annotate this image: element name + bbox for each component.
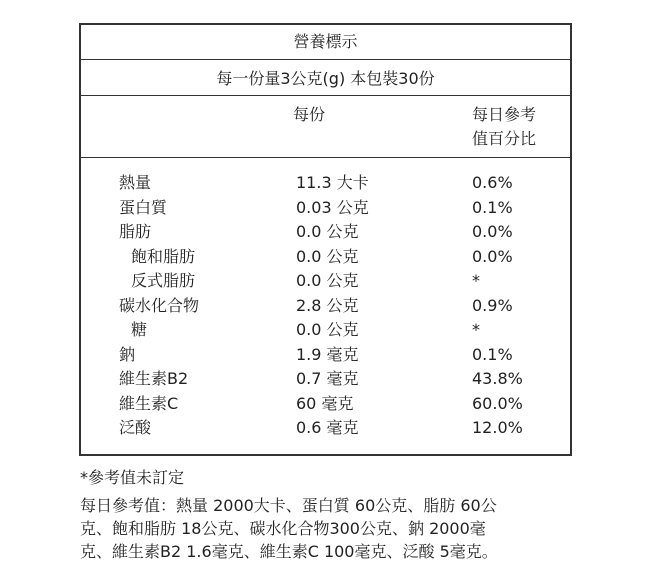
nutrient-daily-value: * [472,320,480,339]
nutrient-name: 飽和脂肪 [131,246,196,266]
nutrient-row [81,171,570,196]
nutrient-name: 維生素B2 [119,369,189,388]
column-header-daily-value-line2: 值百分比 [472,129,537,148]
nutrient-amount: 0.6 毫克 [296,418,359,437]
nutrient-daily-value: 0.0% [472,222,513,241]
daily-reference-note [80,494,580,563]
nutrient-daily-value: 0.0% [472,246,513,266]
nutrient-row [81,245,570,270]
nutrient-name: 反式脂肪 [131,271,196,290]
nutrient-amount: 0.03 公克 [296,197,369,217]
nutrient-daily-value: 0.9% [472,295,513,315]
nutrient-row [81,294,570,319]
nutrient-name: 泛酸 [119,418,152,437]
nutrient-row [81,196,570,221]
nutrient-daily-value: 0.1% [472,344,513,364]
daily-reference-line: 每日參考值：熱量 2000大卡、蛋白質 60公克、脂肪 60公 [80,496,497,515]
column-header-per-serving: 每份 [293,105,326,124]
nutrient-amount: 11.3 大卡 [296,173,369,192]
nutrient-row [81,416,570,441]
nutrient-daily-value: 12.0% [472,418,523,437]
nutrient-amount: 2.8 公克 [296,295,359,315]
nutrient-name: 糖 [131,320,148,339]
divider-header [81,157,570,158]
nutrient-daily-value: 0.6% [472,173,513,192]
daily-reference-line: 克、飽和脂肪 18公克、碳水化合物300公克、鈉 2000毫 [80,519,486,538]
nutrient-name: 碳水化合物 [119,295,200,315]
nutrient-name: 脂肪 [119,222,152,241]
nutrient-amount: 60 毫克 [296,393,354,413]
nutrient-row [81,343,570,368]
nutrient-amount: 0.0 公克 [296,246,359,266]
serving-info: 每一份量3公克(g) 本包裝30份 [216,69,435,88]
nutrient-row [81,392,570,417]
divider-serving [81,95,570,96]
nutrient-daily-value: 43.8% [472,369,523,388]
nutrient-name: 鈉 [119,344,136,364]
nutrient-row [81,220,570,245]
column-header-daily-value [472,103,562,151]
nutrient-amount: 0.0 公克 [296,271,359,290]
nutrient-amount: 0.0 公克 [296,320,359,339]
footnotes [80,466,580,563]
nutrient-name: 熱量 [119,173,152,192]
nutrient-row [81,269,570,294]
asterisk-note: *參考值未訂定 [80,468,185,487]
nutrient-name: 維生素C [119,393,179,413]
nutrient-amount: 0.0 公克 [296,222,359,241]
nutrient-list [81,171,570,441]
nutrient-amount: 0.7 毫克 [296,369,359,388]
nutrient-amount: 1.9 毫克 [296,344,359,364]
daily-reference-line: 克、維生素B2 1.6毫克、維生素C 100毫克、泛酸 5毫克。 [80,542,498,561]
nutrient-row [81,367,570,392]
nutrient-daily-value: 0.1% [472,197,513,217]
nutrient-daily-value: 60.0% [472,393,523,413]
divider-title [81,59,570,60]
nutrient-daily-value: * [472,271,480,290]
nutrition-facts-panel [79,23,572,456]
label-title: 營養標示 [293,32,358,51]
column-header-daily-value-line1: 每日參考 [472,105,537,124]
nutrient-row [81,318,570,343]
nutrient-name: 蛋白質 [119,197,168,217]
